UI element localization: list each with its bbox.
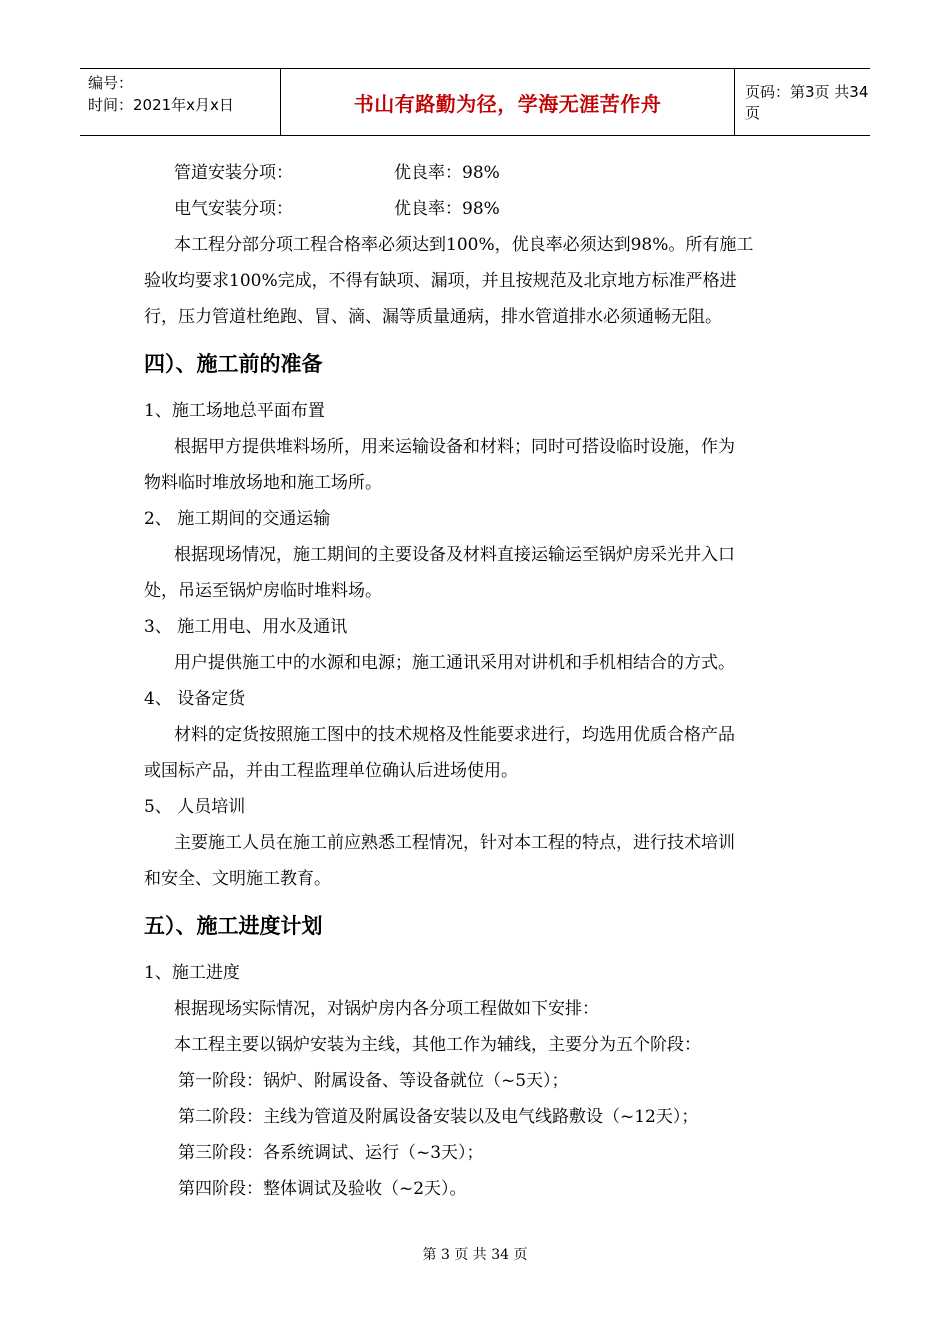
header-time: 时间：2021年x月x日 (88, 96, 234, 114)
paragraph-line: 或国标产品，并由工程监理单位确认后进场使用。 (144, 761, 518, 781)
phase-item: 第四阶段：整体调试及验收（~2天）。 (178, 1179, 467, 1199)
paragraph-line: 验收均要求100%完成，不得有缺项、漏项，并且按规范及北京地方标准严格进 (144, 271, 737, 291)
paragraph-line: 物料临时堆放场地和施工场所。 (144, 473, 382, 493)
pipe-rate-line (144, 155, 814, 191)
phase-item: 第二阶段：主线为管道及附属设备安装以及电气线路敷设（~12天）； (178, 1107, 699, 1127)
page-footer: 第 3 页 共 34 页 (422, 1247, 528, 1263)
subsection-title: 1、施工场地总平面布置 (144, 401, 325, 421)
elec-value: 优良率：98% (394, 199, 500, 219)
elec-rate-line (144, 191, 814, 227)
phase-item: 第三阶段：各系统调试、运行（~3天）； (178, 1143, 484, 1163)
paragraph-line: 和安全、文明施工教育。 (144, 869, 331, 889)
subsection-title: 1、施工进度 (144, 963, 240, 983)
section-heading-4: 四）、施工前的准备 (144, 352, 323, 376)
header-meta (80, 69, 280, 135)
header-motto: 书山有路勤为径，学海无涯苦作舟 (280, 69, 735, 135)
header-number: 编号： (88, 74, 134, 92)
paragraph-line: 材料的定货按照施工图中的技术规格及性能要求进行，均选用优质合格产品 (174, 725, 735, 745)
paragraph-line: 根据现场实际情况，对锅炉房内各分项工程做如下安排： (174, 999, 599, 1019)
paragraph-line: 本工程分部分项工程合格率必须达到100%，优良率必须达到98%。所有施工 (174, 235, 754, 255)
paragraph-line: 根据现场情况，施工期间的主要设备及材料直接运输运至锅炉房采光井入口 (174, 545, 735, 565)
pipe-label: 管道安装分项： (174, 163, 293, 183)
section-heading-5: 五）、施工进度计划 (144, 914, 323, 938)
elec-label: 电气安装分项： (174, 199, 293, 219)
paragraph-line: 处，吊运至锅炉房临时堆料场。 (144, 581, 382, 601)
paragraph-line: 根据甲方提供堆料场所，用来运输设备和材料；同时可搭设临时设施，作为 (174, 437, 735, 457)
page-header (80, 68, 870, 136)
paragraph-line: 用户提供施工中的水源和电源；施工通讯采用对讲机和手机相结合的方式。 (174, 653, 735, 673)
header-page-info: 页码：第3页 共34页 (745, 83, 869, 122)
subsection-title: 4、 设备定货 (144, 689, 246, 709)
pipe-value: 优良率：98% (394, 163, 500, 183)
document-body (144, 155, 814, 1207)
phase-item: 第一阶段：锅炉、附属设备、等设备就位（~5天）； (178, 1071, 569, 1091)
paragraph-line: 行，压力管道杜绝跑、冒、滴、漏等质量通病，排水管道排水必须通畅无阻。 (144, 307, 722, 327)
paragraph-line: 本工程主要以锅炉安装为主线，其他工作为辅线，主要分为五个阶段： (174, 1035, 701, 1055)
subsection-title: 2、 施工期间的交通运输 (144, 509, 331, 529)
subsection-title: 3、 施工用电、用水及通讯 (144, 617, 348, 637)
subsection-title: 5、 人员培训 (144, 797, 246, 817)
paragraph-line: 主要施工人员在施工前应熟悉工程情况，针对本工程的特点，进行技术培训 (174, 833, 735, 853)
